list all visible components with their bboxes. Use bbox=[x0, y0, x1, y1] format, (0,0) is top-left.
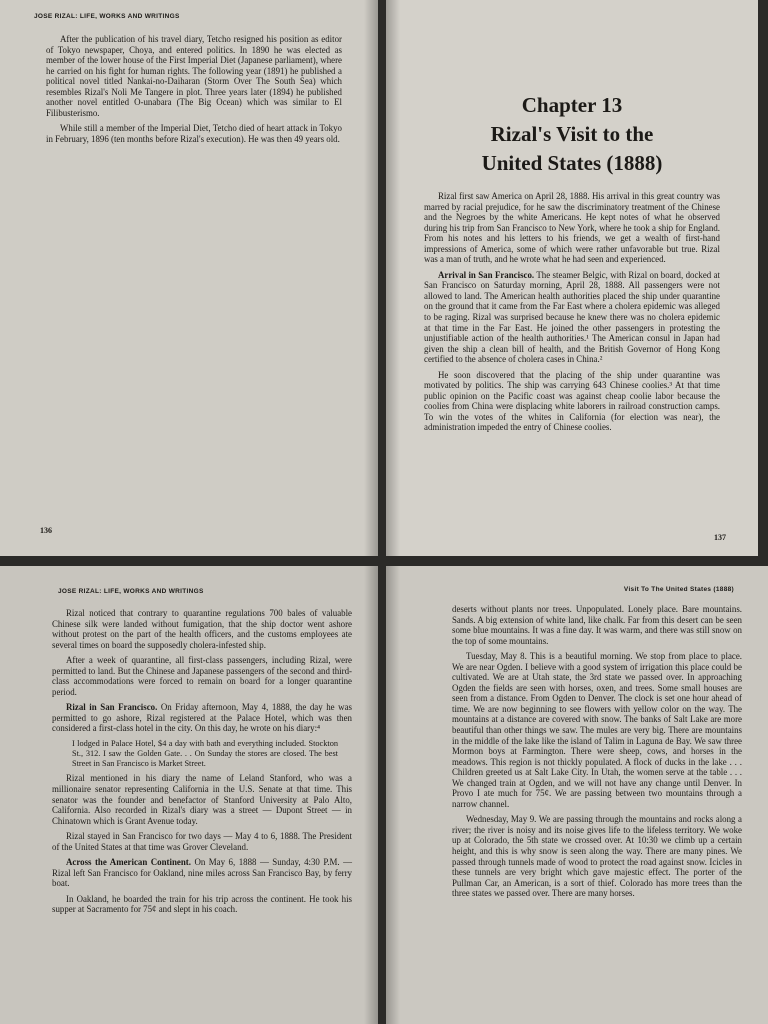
paragraph: While still a member of the Imperial Diet, Tetcho died of heart attack in Tokyo in February, 1896 (ten months before Rizal's execution). He was then 49 years old. bbox=[46, 123, 342, 144]
paragraph: In Oakland, he boarded the train for his trip across the continent. He took his supper at Sacramento for 75¢ and slept in his coach. bbox=[52, 893, 352, 915]
page-number: 137 bbox=[714, 533, 726, 542]
text-column-139 bbox=[452, 604, 742, 904]
text-column-136 bbox=[46, 34, 342, 149]
page-gutter-shadow bbox=[386, 566, 400, 1024]
text-column-138 bbox=[52, 608, 352, 920]
paragraph: Tuesday, May 8. This is a beautiful morning. We stop from place to place. We are near Ogden. I believe with a good system of irrigation this place could be cultivated. We are at Utah state, the 3rd state we passed over. In approaching Ogden the fields are seen with horses, oxen, and trees. Some small houses are seen from a distance. From Ogden to Denver. The clock is set one hour ahead of time. We are now beginning to see flowers with yellow color on the way. The mountains at a distance are covered with snow. The banks of Salt Lake are more beautiful than other things we saw. The mules are very big. There are mountains in the middle of the lake like the island of Talim in Laguna de Bay. We saw three Mormon boys at Farmington. There were sheep, cows, and horses in the meadows. This region is not thickly populated. A flock of ducks in the lake . . . Children greeted us at Salt Lake City. In Utah, the women serve at the table . . . We changed train at Ogden, and we will not have any change until Denver. In Provo I ate much for 75¢. We are passing between two mountains through a narrow channel. bbox=[452, 651, 742, 809]
paragraph: Across the American Continent. On May 6, 1888 — Sunday, 4:30 P.M. — Rizal left San Francisco for Oakland, nine miles across San Francisco Bay, by ferry boat. bbox=[52, 857, 352, 889]
paragraph: Wednesday, May 9. We are passing through the mountains and rocks along a river; the river is noisy and its noise gives life to the lifeless territory. We woke up at Colorado, the 5th state we crossed over. At 10:30 we climb up a certain height, and this is why snow is seen along the way. There are many pines. We passed through tunnels made of wood to protect the road against snow. Icicles in these tunnels are very bright which gave majestic effect. The porter of the Pullman Car, an American, is a sort of thief. Colorado has more trees than the three states we passed over. There are many horses. bbox=[452, 814, 742, 899]
paragraph: Rizal in San Francisco. On Friday afternoon, May 4, 1888, the day he was permitted to go ashore, Rizal registered at the Palace Hotel, which was then considered a first-class hotel in the city. On this day, he wrote on his diary:⁴ bbox=[52, 702, 352, 734]
paragraph: Rizal noticed that contrary to quarantine regulations 700 bales of valuable Chinese silk were landed without fumigation, that the ship doctor went ashore without protest on the part of the health officers, and the customs employees ate several times on board the supposedly cholera-infested ship. bbox=[52, 608, 352, 650]
text-column-137 bbox=[424, 191, 720, 438]
running-head-left: JOSE RIZAL: LIFE, WORKS AND WRITINGS bbox=[34, 13, 180, 20]
running-head-right: Visit To The United States (1888) bbox=[623, 586, 734, 593]
page-139 bbox=[386, 566, 768, 1024]
page-number: 136 bbox=[40, 526, 52, 535]
running-head-left: JOSE RIZAL: LIFE, WORKS AND WRITINGS bbox=[58, 588, 204, 595]
page-gutter-shadow bbox=[364, 566, 378, 1024]
section-heading: Rizal in San Francisco. bbox=[66, 702, 158, 713]
section-heading: Across the American Continent. bbox=[66, 857, 191, 868]
chapter-title: Rizal's Visit to the bbox=[490, 122, 654, 146]
section-heading: Arrival in San Francisco. bbox=[438, 269, 535, 280]
chapter-number: Chapter 13 bbox=[521, 93, 623, 117]
paragraph: Rizal mentioned in his diary the name of Leland Stanford, who was a millionaire senator representing California in the U.S. Senate at that time. This senator was the founder and benefactor of Stanford University at Palo Alto, California. Also recorded in Rizal's diary was a street — Dupont Street — in Chinatown which is Grant Avenue today. bbox=[52, 773, 352, 826]
page-138 bbox=[0, 566, 378, 1024]
page-137 bbox=[386, 0, 758, 556]
page-gutter-shadow bbox=[364, 0, 378, 556]
paragraph: deserts without plants nor trees. Unpopulated. Lonely place. Bare mountains. Sands. A big extension of white land, like chalk. Far from this desert can be seen some blue mountains. It was a fine day. It was warm, and there was still snow on the top of some mountains. bbox=[452, 604, 742, 646]
paragraph: He soon discovered that the placing of the ship under quarantine was motivated by politics. The ship was carrying 643 Chinese coolies.³ At that time public opinion on the Pacific coast was against cheap coolie labor because the coolies from China were displacing white laborers in railroad construction camps. To win the votes of the whites in California (for election was near), the administration impeded the entry of Chinese coolies. bbox=[424, 369, 720, 433]
paragraph: After a week of quarantine, all first-class passengers, including Rizal, were permitted to land. But the Chinese and Japanese passengers of the second and third-class accommodations were forced to remain on board for a longer quarantine period. bbox=[52, 655, 352, 697]
paragraph: After the publication of his travel diary, Tetcho resigned his position as editor of Tokyo newspaper, Choya, and entered politics. In 1890 he was elected as member of the lower house of the First Imperial Diet (Japanese parliament), where he carried on his fight for human rights. The following year (1891) he published a political novel titled Nankai-no-Daiharan (Storm Over The South Sea) which resembles Rizal's Noli Me Tangere in plot. Three years later (1894) he published another novel entitled O-unabara (The Big Ocean) which was similar to El Filibusterismo. bbox=[46, 34, 342, 118]
page-gutter-shadow bbox=[386, 0, 400, 556]
paragraph: Rizal stayed in San Francisco for two days — May 4 to 6, 1888. The President of the United States at that time was Grover Cleveland. bbox=[52, 831, 352, 852]
page-136 bbox=[0, 0, 378, 556]
paragraph: Rizal first saw America on April 28, 1888. His arrival in this great country was marred by racial prejudice, for he saw the discriminatory treatment of the Chinese and the Negroes by the white Americans. He kept notes of what he observed during his trip from San Francisco to New York, where he took a ship for England. From his notes and his letters to his friends, we get a wealth of first-hand impressions of America, some of which were rather unfavorable but true. Rizal was a man of truth, and he wrote what he had seen and experienced. bbox=[424, 191, 720, 265]
diary-quote: I lodged in Palace Hotel, $4 a day with bath and everything included. Stockton St., 312. I saw the Golden Gate. . . On Sunday the stores are closed. The best Street in San Francisco is Market Street. bbox=[72, 739, 338, 768]
chapter-title-line2: United States (1888) bbox=[481, 151, 663, 175]
paragraph: Arrival in San Francisco. The steamer Belgic, with Rizal on board, docked at San Francisco on Saturday morning, April 28, 1888. All passengers were not allowed to land. The American health authorities placed the ship under quarantine on the ground that it came from the Far East where a cholera epidemic was alleged to be raging. Rizal was surprised because he knew there was no cholera epidemic at that time in the Far East. He joined the other passengers in protesting the unjustifiable action of the health authorities.¹ The American consul in Japan had given the ship a clean bill of health, and the British Governor of Hong Kong certified to the absence of cholera cases in China.² bbox=[424, 269, 720, 365]
